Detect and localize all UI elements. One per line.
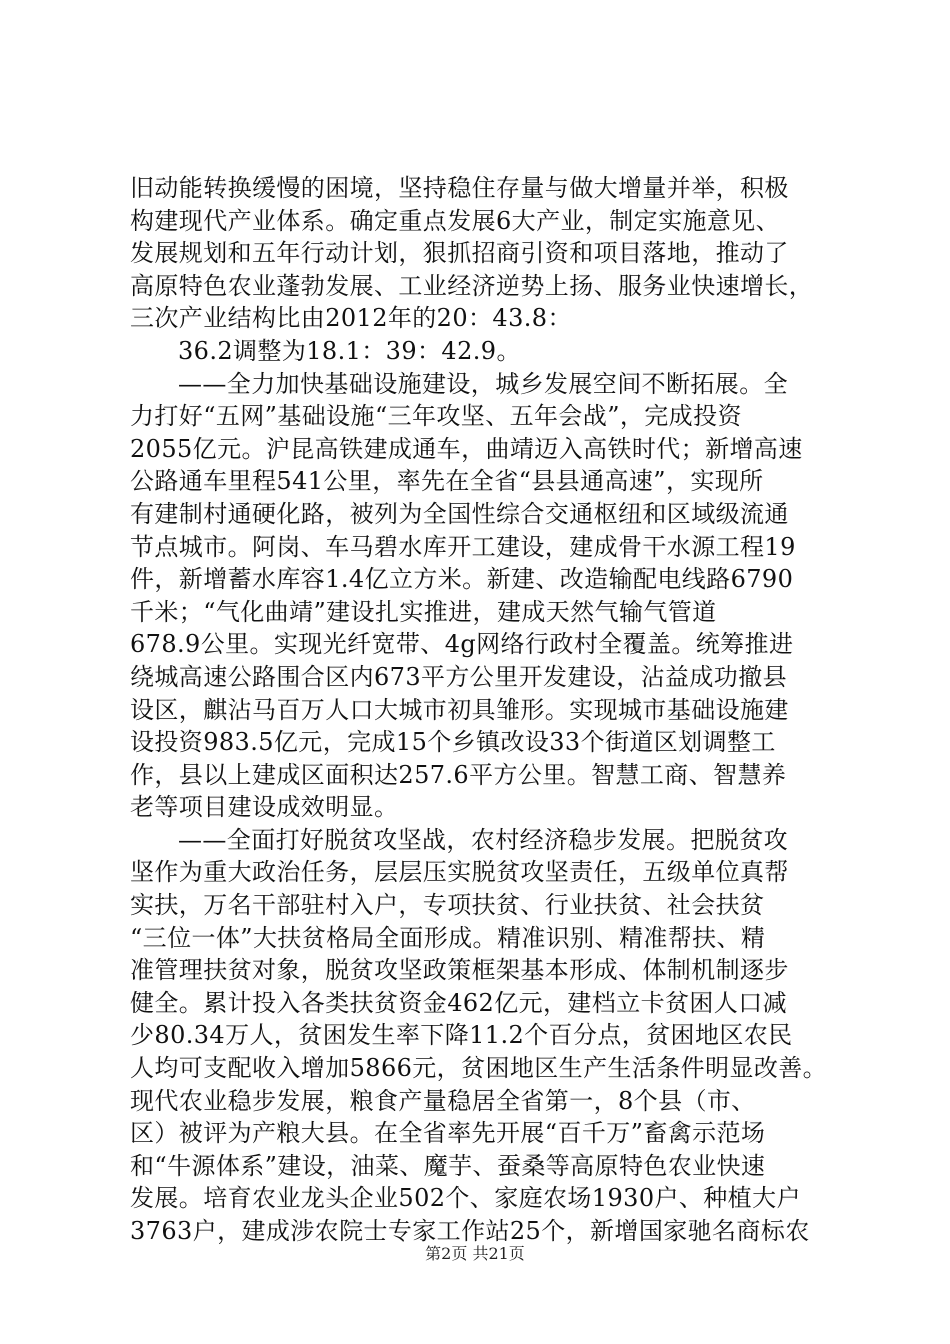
- text-line: 坚作为重大政治任务，层层压实脱贫攻坚责任，五级单位真帮: [130, 858, 789, 887]
- text-line: 三次产业结构比由2012年的20：43.8：: [130, 304, 572, 333]
- text-line: 节点城市。阿岗、车马碧水库开工建设，建成骨干水源工程19: [130, 532, 796, 561]
- text-line: 现代农业稳步发展，粮食产量稳居全省第一，8个县（市、: [130, 1086, 756, 1115]
- text-line: 千米；“气化曲靖”建设扎实推进，建成天然气输气管道: [130, 597, 717, 626]
- text-line: 件，新增蓄水库容1.4亿立方米。新建、改造输配电线路6790: [130, 565, 794, 594]
- text-line: 人均可支配收入增加5866元，贫困地区生产生活条件明显改善。: [130, 1054, 828, 1083]
- text-line: 发展规划和五年行动计划，狠抓招商引资和项目落地，推动了: [130, 239, 789, 268]
- text-line: 健全。累计投入各类扶贫资金462亿元，建档立卡贫困人口减: [130, 988, 788, 1017]
- text-line: 力打好“五网”基础设施“三年攻坚、五年会战”，完成投资: [130, 402, 742, 431]
- text-line: “三位一体”大扶贫格局全面形成。精准识别、精准帮扶、精: [130, 923, 766, 952]
- text-line: 3763户，建成涉农院士专家工作站25个，新增国家驰名商标农: [130, 1217, 810, 1245]
- text-line: 少80.34万人，贫困发生率下降11.2个百分点，贫困地区农民: [130, 1021, 793, 1050]
- text-line: 发展。培育农业龙头企业502个、家庭农场1930户、种植大户: [130, 1184, 801, 1213]
- text-line: 有建制村通硬化路，被列为全国性综合交通枢纽和区域级流通: [130, 499, 789, 528]
- body-text: [130, 172, 830, 1248]
- text-line: 678.9公里。实现光纤宽带、4g网络行政村全覆盖。统筹推进: [130, 630, 794, 659]
- text-line: 绕城高速公路围合区内673平方公里开发建设，沾益成功撤县: [130, 662, 788, 691]
- text-line: ——全力加快基础设施建设，城乡发展空间不断拓展。全: [178, 369, 788, 398]
- page-footer: 第2页 共21页: [425, 1244, 525, 1263]
- text-line: 旧动能转换缓慢的困境，坚持稳住存量与做大增量并举，积极: [130, 174, 789, 202]
- text-line: 构建现代产业体系。确定重点发展6大产业，制定实施意见、: [130, 206, 781, 235]
- text-line: 和“牛源体系”建设，油菜、魔芋、蚕桑等高原特色农业快速: [130, 1151, 766, 1180]
- text-line: 36.2调整为18.1：39：42.9。: [178, 336, 521, 365]
- text-line: 准管理扶贫对象，脱贫攻坚政策框架基本形成、体制机制逐步: [130, 956, 789, 985]
- text-line: 2055亿元。沪昆高铁建成通车，曲靖迈入高铁时代；新增高速: [130, 434, 803, 463]
- text-line: 高原特色农业蓬勃发展、工业经济逆势上扬、服务业快速增长，: [130, 271, 814, 300]
- text-line: 公路通车里程541公里，率先在全省“县县通高速”，实现所: [130, 467, 764, 496]
- text-line: 实扶，万名干部驻村入户，专项扶贫、行业扶贫、社会扶贫: [130, 891, 765, 920]
- text-line: 作，县以上建成区面积达257.6平方公里。智慧工商、智慧养: [130, 760, 787, 789]
- text-line: 设投资983.5亿元，完成15个乡镇改设33个街道区划调整工: [130, 728, 776, 757]
- text-line: 老等项目建设成效明显。: [130, 793, 399, 822]
- text-line: 设区，麒沾马百万人口大城市初具雏形。实现城市基础设施建: [130, 695, 789, 724]
- text-line: 区）被评为产粮大县。在全省率先开展“百千万”畜禽示范场: [130, 1119, 766, 1148]
- text-line: ——全面打好脱贫攻坚战，农村经济稳步发展。把脱贫攻: [178, 825, 788, 854]
